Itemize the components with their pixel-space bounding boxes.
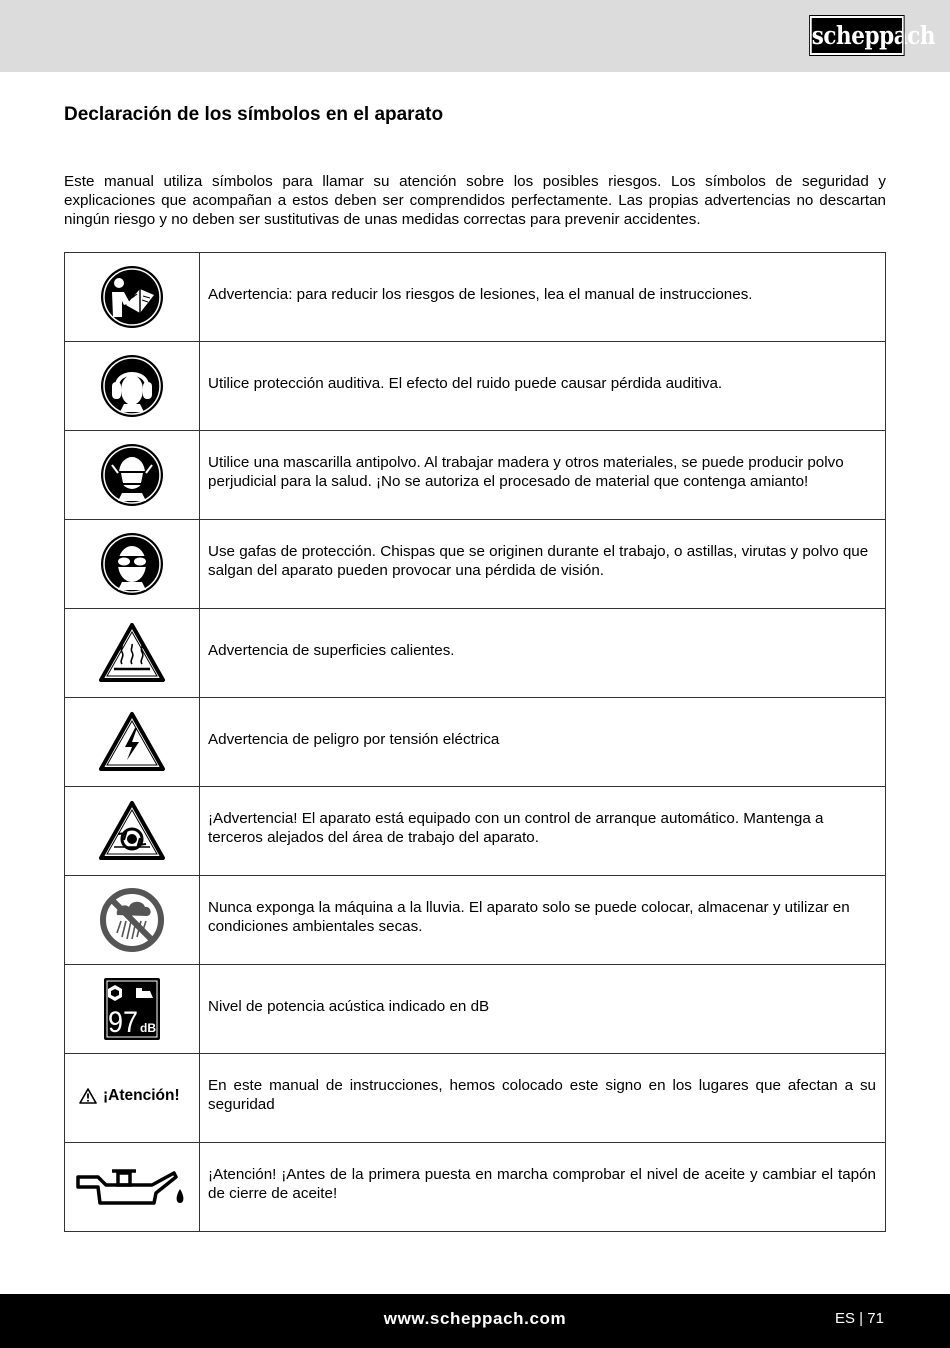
symbol-description: ¡Advertencia! El aparato está equipado con un control de arranque automático. Mantenga a terceros alejados del área de trabajo del aparato.: [200, 787, 886, 876]
oil-can-icon: [65, 1163, 199, 1211]
header-bar: [0, 0, 950, 72]
symbol-description: Utilice protección auditiva. El efecto del ruido puede causar pérdida auditiva.: [200, 342, 886, 431]
table-row: [65, 520, 886, 609]
table-row: [65, 1143, 886, 1232]
table-row: [65, 342, 886, 431]
dust-mask-icon: [65, 443, 199, 507]
table-row: [65, 965, 886, 1054]
intro-paragraph: Este manual utiliza símbolos para llamar su atención sobre los posibles riesgos. Los símbolos de seguridad y explicaciones que acompañan a estos deben ser comprendidos perfectamente. Las propias advertencias no descartan ningún riesgo y no deben ser sustitutivas de unas medidas correctas para prevenir accidentes.: [64, 173, 886, 228]
table-row: [65, 253, 886, 342]
sound-power-value: 97: [108, 1006, 138, 1039]
safety-goggles-icon: [65, 532, 199, 596]
symbol-description: Use gafas de protección. Chispas que se originen durante el trabajo, o astillas, virutas y polvo que salgan del aparato pueden provocar una pérdida de visión.: [200, 520, 886, 609]
symbol-description: Advertencia de superficies calientes.: [200, 609, 886, 698]
hot-surface-icon: [65, 622, 199, 684]
symbol-description: En este manual de instrucciones, hemos colocado este signo en los lugares que afectan a su seguridad: [200, 1054, 886, 1143]
symbol-description: Advertencia de peligro por tensión eléctrica: [200, 698, 886, 787]
symbol-description: Utilice una mascarilla antipolvo. Al trabajar madera y otros materiales, se puede producir polvo perjudicial para la salud. ¡No se autoriza el procesado de material que contenga amianto!: [200, 431, 886, 520]
symbol-description: Advertencia: para reducir los riesgos de lesiones, lea el manual de instrucciones.: [200, 253, 886, 342]
read-manual-icon: [65, 265, 199, 329]
table-row: [65, 1054, 886, 1143]
footer-bar: [0, 1294, 950, 1348]
table-row: [65, 431, 886, 520]
page-title: Declaración de los símbolos en el aparato: [64, 104, 444, 125]
table-row: [65, 876, 886, 965]
attention-label: [79, 1087, 180, 1105]
sound-power-unit: dB: [140, 1021, 156, 1035]
table-row: [65, 698, 886, 787]
symbol-description: ¡Atención! ¡Antes de la primera puesta en marcha comprobar el nivel de aceite y cambiar el tapón de cierre de aceite!: [200, 1143, 886, 1232]
symbols-table: [64, 252, 886, 1232]
table-row: [65, 787, 886, 876]
symbol-description: Nunca exponga la máquina a la lluvia. El aparato solo se puede colocar, almacenar y utilizar en condiciones ambientales secas.: [200, 876, 886, 965]
electric-hazard-icon: [65, 711, 199, 773]
attention-text: ¡Atención!: [103, 1087, 180, 1104]
sound-power-icon: [65, 977, 199, 1041]
ear-protection-icon: [65, 354, 199, 418]
no-rain-icon: [65, 887, 199, 953]
table-row: [65, 609, 886, 698]
warning-triangle-icon: [79, 1088, 97, 1104]
scheppach-logo: scheppach: [810, 16, 904, 55]
page-number: ES | 71: [835, 1310, 884, 1327]
footer-url[interactable]: www.scheppach.com: [383, 1309, 567, 1328]
auto-start-warning-icon: [65, 800, 199, 862]
symbol-description: Nivel de potencia acústica indicado en dB: [200, 965, 886, 1054]
